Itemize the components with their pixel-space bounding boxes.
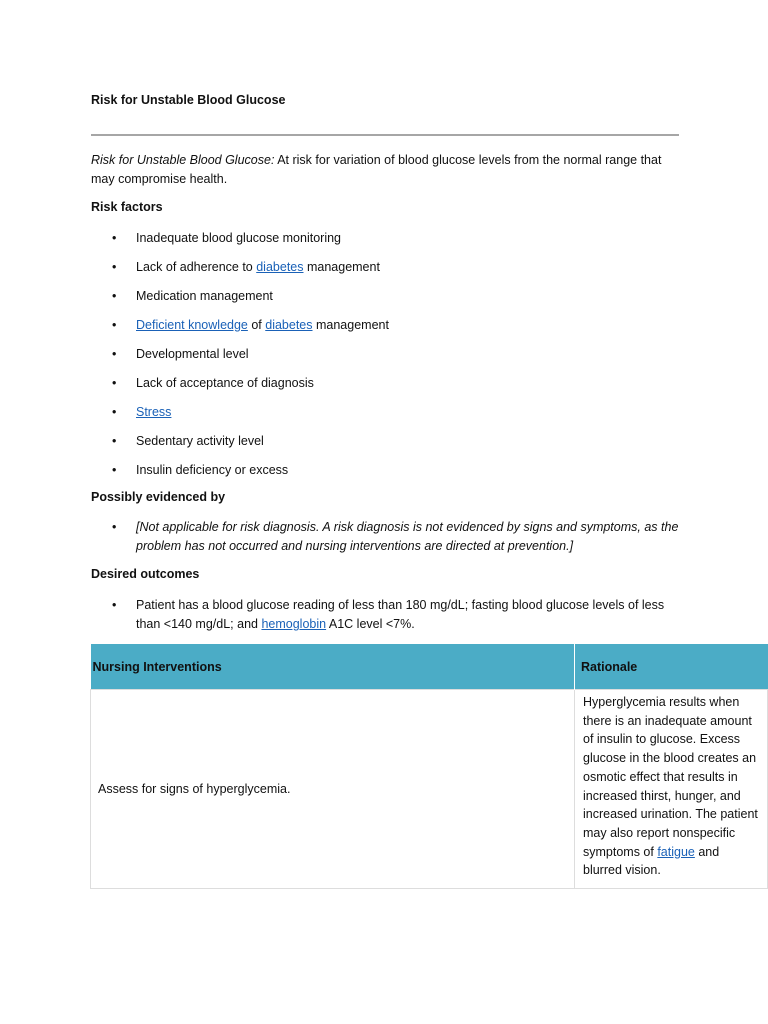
evidence-heading: Possibly evidenced by <box>91 490 226 504</box>
intervention-cell: Assess for signs of hyperglycemia. <box>91 690 575 889</box>
evidence-list <box>91 518 691 556</box>
bullet-icon: • <box>112 463 117 477</box>
evidence-note: [Not applicable for risk diagnosis. A risk diagnosis is not evidenced by signs and symptoms, as the problem has not occurred and nursing interventions are directed at prevention.] <box>136 520 679 553</box>
hemoglobin-link[interactable]: hemoglobin <box>261 617 327 631</box>
fatigue-link[interactable]: fatigue <box>657 844 695 859</box>
outcome-text: Patient has a blood glucose reading of less than 180 mg/dL; fasting blood glucose levels of less than <140 mg/dL; and <box>136 598 665 631</box>
list-item <box>91 345 691 374</box>
table-row <box>91 690 768 889</box>
risk-factor-text: management <box>303 260 380 274</box>
risk-factor-text: Lack of acceptance of diagnosis <box>136 376 314 390</box>
diabetes-link[interactable]: diabetes <box>265 318 313 332</box>
rationale-text: Hyperglycemia results when there is an inadequate amount of insulin to glucose. Excess glucose in the blood creates an osmotic effect that results in increased thirst, hunger, and increased urination. The patient may also report nonspecific symptoms of <box>583 695 758 859</box>
risk-factors-list <box>91 229 691 490</box>
risk-factor-text: Sedentary activity level <box>136 434 264 448</box>
interventions-table <box>90 644 768 889</box>
bullet-icon: • <box>112 260 117 274</box>
risk-factor-text: management <box>312 318 389 332</box>
diabetes-link[interactable]: diabetes <box>256 260 304 274</box>
bullet-icon: • <box>112 318 117 332</box>
list-item <box>91 258 691 287</box>
list-item <box>91 287 691 316</box>
table-header-row <box>91 644 768 690</box>
list-item <box>91 461 691 490</box>
diagnosis-definition <box>91 151 686 189</box>
risk-factors-heading: Risk factors <box>91 200 163 214</box>
bullet-icon: • <box>112 376 117 390</box>
outcomes-heading: Desired outcomes <box>91 567 200 581</box>
risk-factor-text: Medication management <box>136 289 273 303</box>
risk-factor-text: Lack of adherence to <box>136 260 257 274</box>
title-divider <box>91 134 679 136</box>
list-item <box>91 518 691 556</box>
document-title: Risk for Unstable Blood Glucose <box>91 93 286 107</box>
risk-factor-text: of <box>247 318 266 332</box>
outcome-text: A1C level <7%. <box>326 617 415 631</box>
risk-factor-text: Developmental level <box>136 347 249 361</box>
deficient-knowledge-link[interactable]: Deficient knowledge <box>136 318 248 332</box>
bullet-icon: • <box>112 347 117 361</box>
bullet-icon: • <box>112 289 117 303</box>
risk-factor-text: Inadequate blood glucose monitoring <box>136 231 342 245</box>
stress-link[interactable]: Stress <box>136 405 172 419</box>
rationale-text: and blurred vision. <box>583 844 720 878</box>
list-item <box>91 432 691 461</box>
definition-term: Risk for Unstable Blood Glucose: <box>91 153 275 167</box>
list-item <box>91 403 691 432</box>
bullet-icon: • <box>112 434 117 448</box>
bullet-icon: • <box>112 405 117 419</box>
list-item <box>91 374 691 403</box>
bullet-icon: • <box>112 520 117 534</box>
risk-factor-text: Insulin deficiency or excess <box>136 463 289 477</box>
bullet-icon: • <box>112 231 117 245</box>
nursing-interventions-header: Nursing Interventions <box>91 644 575 690</box>
rationale-cell <box>575 690 768 889</box>
outcomes-list <box>91 596 691 634</box>
rationale-header: Rationale <box>575 644 768 690</box>
list-item <box>91 229 691 258</box>
list-item <box>91 596 691 634</box>
bullet-icon: • <box>112 598 117 612</box>
definition-text: At risk for variation of blood glucose levels from the normal range that may compromise health. <box>91 153 662 186</box>
list-item <box>91 316 691 345</box>
